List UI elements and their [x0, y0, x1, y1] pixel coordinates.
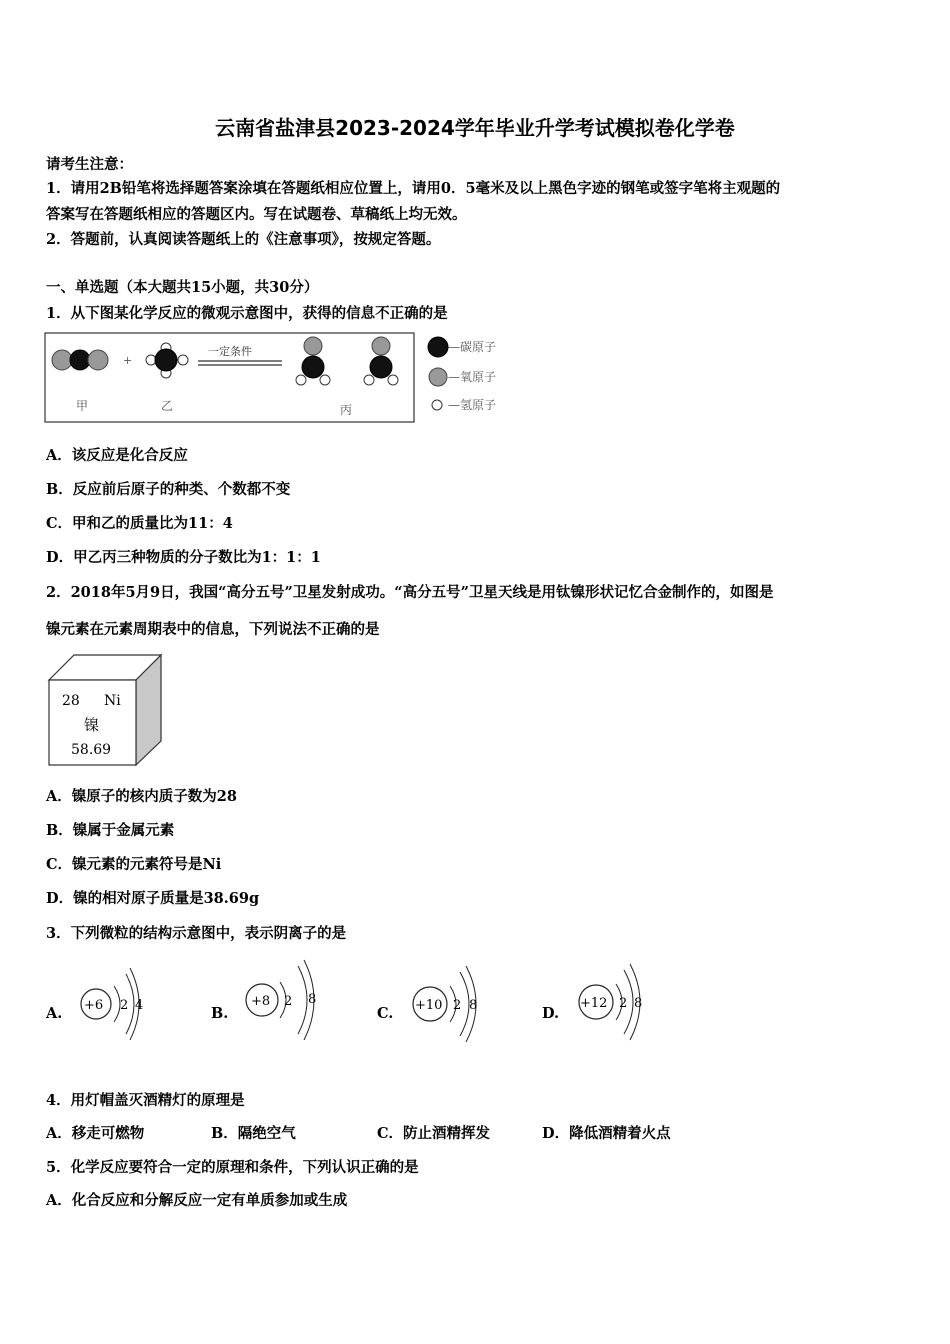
atom-a-nucleus: +6: [84, 998, 104, 1013]
q2-option-c: C．镍元素的元素符号是Ni: [46, 856, 222, 873]
section-heading: 一、单选题（本大题共15小题，共30分）: [46, 279, 319, 296]
molecule-jia: [52, 350, 108, 370]
legend-oxygen: —氧原子: [448, 370, 497, 384]
atom-a-shell-2: 4: [135, 998, 144, 1013]
legend-oxygen-icon: [429, 368, 447, 386]
q5-option-a: A．化合反应和分解反应一定有单质参加或生成: [46, 1192, 348, 1209]
question-3-stem: 3．下列微粒的结构示意图中，表示阴离子的是: [46, 925, 347, 942]
label-jia: 甲: [76, 399, 89, 413]
notice-line-1b: 答案写在答题纸相应的答题区内。写在试题卷、草稿纸上均无效。: [46, 206, 467, 223]
atom-d-nucleus: +12: [580, 996, 608, 1011]
atom-a-shell-1: 2: [120, 998, 129, 1013]
atom-diagram-a: [76, 960, 156, 1044]
atom-b-shell-1: 2: [284, 994, 293, 1009]
element-number: 28: [62, 693, 80, 709]
q4-option-a: A．移走可燃物: [46, 1125, 145, 1142]
notice-heading: 请考生注意：: [46, 156, 133, 173]
notice-line-2: 2．答题前，认真阅读答题纸上的《注意事项》，按规定答题。: [46, 231, 441, 248]
q2-option-d: D．镍的相对原子质量是38.69g: [46, 890, 260, 907]
question-1-stem: 1．从下图某化学反应的微观示意图中，获得的信息不正确的是: [46, 305, 448, 322]
atom-d-shell-1: 2: [619, 996, 628, 1011]
reaction-diagram: [44, 330, 514, 425]
element-symbol: Ni: [104, 693, 121, 709]
plus-sign: +: [123, 354, 133, 367]
legend-carbon-icon: [428, 337, 448, 357]
question-5-stem: 5．化学反应要符合一定的原理和条件，下列认识正确的是: [46, 1159, 419, 1176]
atom-c-shell-1: 2: [453, 998, 462, 1013]
q4-option-b: B．隔绝空气: [211, 1125, 296, 1142]
legend-hydrogen: —氢原子: [448, 398, 497, 412]
question-4-stem: 4．用灯帽盖灭酒精灯的原理是: [46, 1092, 245, 1109]
reaction-condition: 一定条件: [208, 345, 252, 358]
q3-label-c: C.: [377, 1005, 394, 1022]
label-yi: 乙: [161, 399, 174, 413]
atom-b-shell-2: 8: [308, 992, 317, 1007]
q1-option-a: A．该反应是化合反应: [46, 447, 188, 464]
atom-d-shell-2: 8: [634, 996, 643, 1011]
page-title: 云南省盐津县2023-2024学年毕业升学考试模拟卷化学卷: [215, 116, 735, 140]
notice-line-1: 1．请用2B铅笔将选择题答案涂填在答题纸相应位置上，请用0．5毫米及以上黑色字迹的钢笔或签字笔将主观题的: [46, 180, 781, 197]
q2-option-a: A．镍原子的核内质子数为28: [46, 788, 237, 805]
q4-option-c: C．防止酒精挥发: [377, 1125, 491, 1142]
atom-diagram-d: [574, 960, 658, 1044]
atom-diagram-c: [408, 962, 492, 1046]
question-2-stem-line-2: 镍元素在元素周期表中的信息，下列说法不正确的是: [46, 621, 380, 638]
legend-hydrogen-icon: [432, 400, 442, 410]
q1-option-d: D．甲乙丙三种物质的分子数比为1：1：1: [46, 549, 321, 566]
question-2-stem-line-1: 2．2018年5月9日，我国“高分五号”卫星发射成功。“高分五号”卫星天线是用钛镍形状记忆合金制作的，如图是: [46, 584, 774, 601]
q3-label-b: B.: [211, 1005, 229, 1022]
atom-b-nucleus: +8: [251, 994, 271, 1009]
atom-c-nucleus: +10: [415, 998, 443, 1013]
q1-option-c: C．甲和乙的质量比为11：4: [46, 515, 233, 532]
q3-label-d: D.: [542, 1005, 560, 1022]
label-bing: 丙: [340, 403, 353, 417]
legend-carbon: —碳原子: [448, 340, 497, 354]
q3-label-a: A.: [46, 1005, 63, 1022]
q4-option-d: D．降低酒精着火点: [542, 1125, 671, 1142]
q1-option-b: B．反应前后原子的种类、个数都不变: [46, 481, 291, 498]
atom-diagram-b: [242, 956, 332, 1040]
element-name: 镍: [84, 716, 100, 734]
q2-option-b: B．镍属于金属元素: [46, 822, 175, 839]
atom-c-shell-2: 8: [469, 998, 478, 1013]
element-card: [44, 650, 170, 770]
element-mass: 58.69: [71, 742, 112, 758]
